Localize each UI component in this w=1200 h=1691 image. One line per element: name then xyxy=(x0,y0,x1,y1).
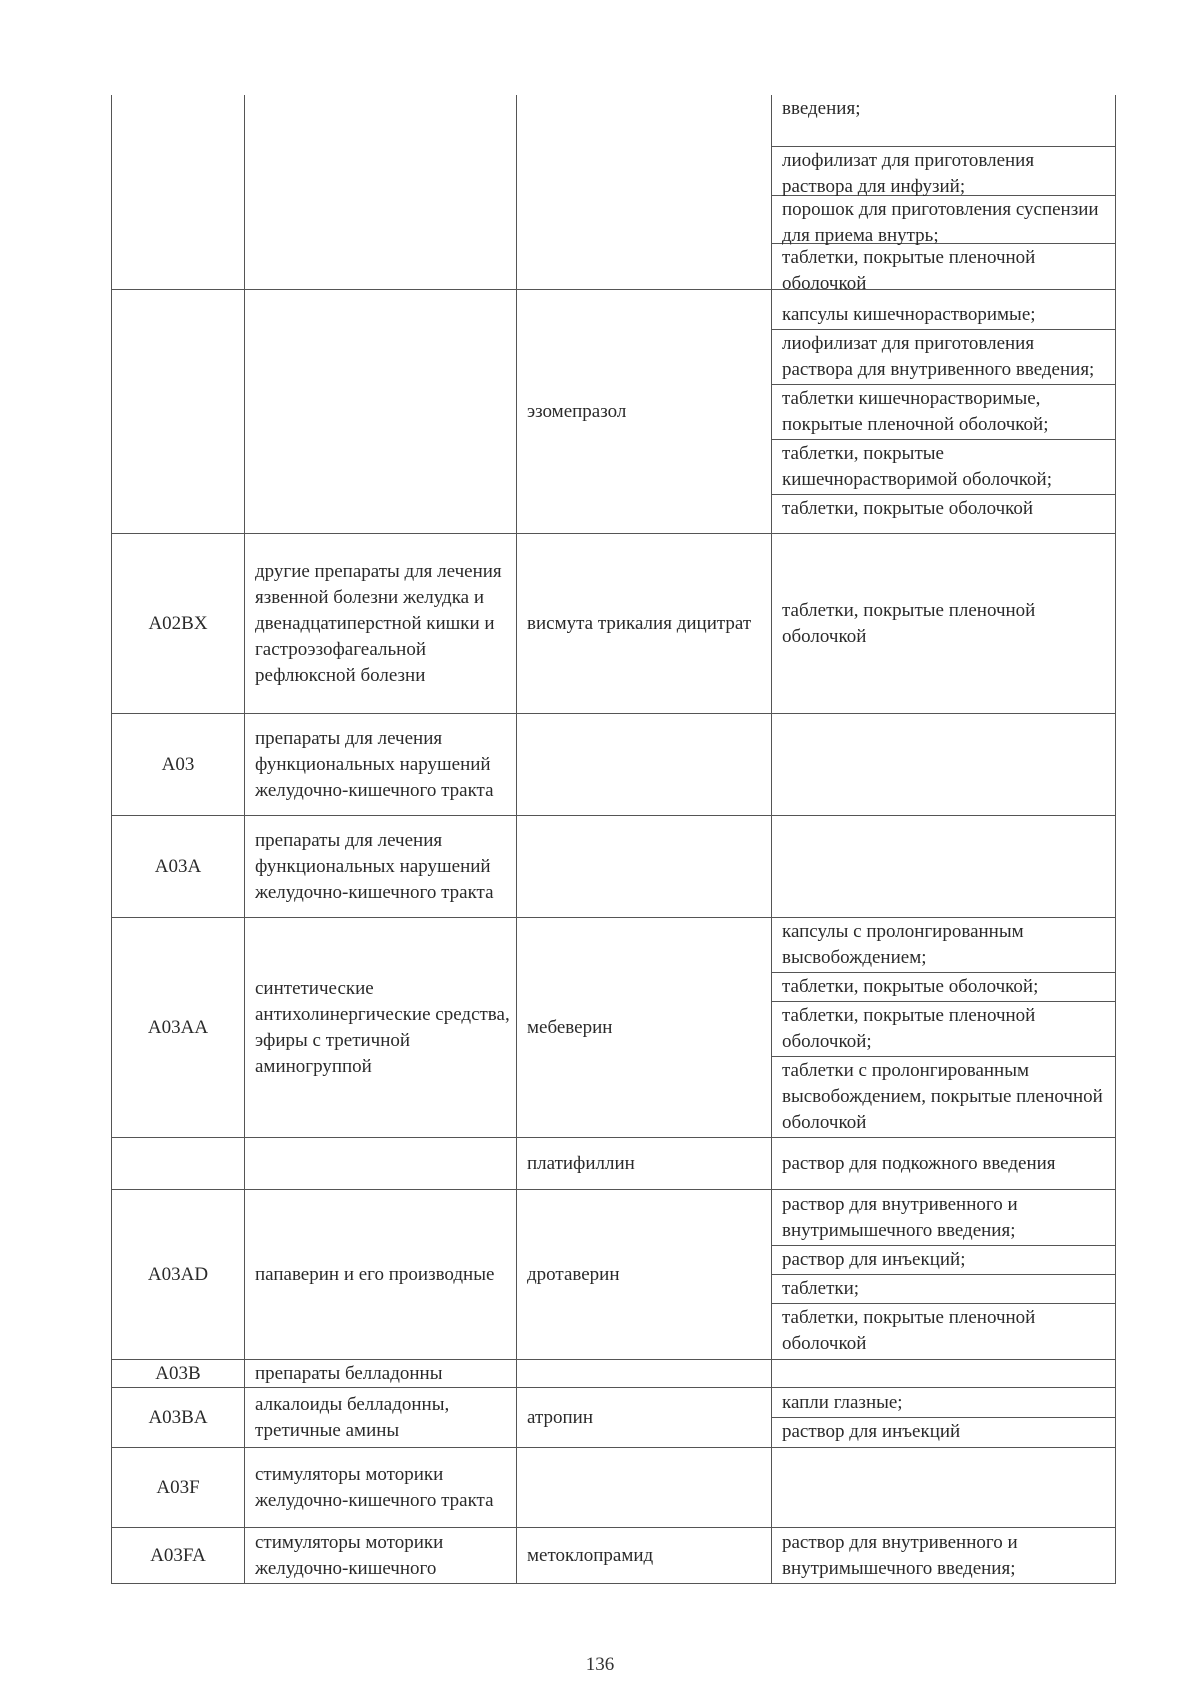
dosage-forms-cell xyxy=(772,95,1116,294)
dosage-form: раствор для внутривенного и внутримышечного введения; xyxy=(772,1191,1115,1246)
table-row xyxy=(112,1448,1116,1528)
table-row xyxy=(112,918,1116,1138)
group-name-cell xyxy=(245,1138,517,1190)
dosage-form: раствор для инъекций xyxy=(782,1421,961,1442)
dosage-form: таблетки с пролонгированным высвобождением, покрытые пленочной оболочкой xyxy=(782,1060,1103,1133)
dosage-forms-cell xyxy=(772,918,1116,1138)
dosage-form: капсулы кишечнорастворимые; xyxy=(772,301,1115,330)
dosage-form: введения; xyxy=(772,95,1115,147)
atc-code-cell: A03FA xyxy=(112,1528,245,1584)
atc-code-cell xyxy=(112,95,245,290)
group-name-cell: стимуляторы моторики желудочно-кишечного тракта xyxy=(245,1448,517,1528)
drug-name-cell xyxy=(517,95,772,290)
atc-code-cell: A03AA xyxy=(112,918,245,1138)
dosage-forms-cell xyxy=(772,1448,1116,1528)
group-name-cell: препараты белладонны xyxy=(245,1360,517,1388)
drug-table xyxy=(111,95,1116,1584)
dosage-form: таблетки, покрытые оболочкой; xyxy=(772,973,1115,1002)
dosage-form: лиофилизат для приготовления раствора для внутривенного введения; xyxy=(772,330,1115,385)
dosage-form: таблетки, покрытые пленочной оболочкой xyxy=(782,247,1036,294)
drug-name-cell: метоклопрамид xyxy=(517,1528,772,1584)
table-row xyxy=(112,816,1116,918)
drug-name-cell: висмута трикалия дицитрат xyxy=(517,534,772,714)
drug-name-cell: атропин xyxy=(517,1388,772,1448)
group-name-cell: синтетические антихолинергические средства, эфиры с третичной аминогруппой xyxy=(245,918,517,1138)
dosage-forms-cell xyxy=(772,1138,1116,1190)
drug-name-cell xyxy=(517,816,772,918)
atc-code-cell: A03B xyxy=(112,1360,245,1388)
atc-code-cell xyxy=(112,290,245,534)
dosage-form: таблетки кишечнорастворимые, покрытые пленочной оболочкой; xyxy=(772,385,1115,440)
table-row xyxy=(112,290,1116,534)
group-name-cell: папаверин и его производные xyxy=(245,1190,517,1360)
drug-name-cell: мебеверин xyxy=(517,918,772,1138)
table-row xyxy=(112,95,1116,290)
group-name-cell: другие препараты для лечения язвенной болезни желудка и двенадцатиперстной кишки и гастроэзофагеальной рефлюксной болезни xyxy=(245,534,517,714)
atc-code-cell: A03AD xyxy=(112,1190,245,1360)
atc-code-cell: A03A xyxy=(112,816,245,918)
atc-code-cell xyxy=(112,1138,245,1190)
table-row xyxy=(112,1190,1116,1360)
atc-code-cell: A03 xyxy=(112,714,245,816)
dosage-forms-cell xyxy=(772,1190,1116,1360)
atc-code-cell: A03BA xyxy=(112,1388,245,1448)
group-name-cell xyxy=(245,290,517,534)
dosage-form: таблетки, покрытые пленочной оболочкой xyxy=(782,1307,1036,1354)
drug-name-cell: эзомепразол xyxy=(517,290,772,534)
atc-code-cell: A02BX xyxy=(112,534,245,714)
table-row xyxy=(112,1528,1116,1584)
table-row xyxy=(112,1360,1116,1388)
page-number: 136 xyxy=(585,1654,615,1675)
dosage-forms-cell xyxy=(772,1388,1116,1448)
group-name-cell: препараты для лечения функциональных нарушений желудочно-кишечного тракта xyxy=(245,714,517,816)
dosage-forms-cell xyxy=(772,290,1116,534)
dosage-form: раствор для инъекций; xyxy=(772,1246,1115,1275)
drug-name-cell: платифиллин xyxy=(517,1138,772,1190)
dosage-form: таблетки, покрытые кишечнорастворимой оболочкой; xyxy=(772,440,1115,495)
dosage-forms-cell xyxy=(772,1360,1116,1388)
group-name-cell: стимуляторы моторики желудочно-кишечного xyxy=(245,1528,517,1584)
dosage-form: раствор для внутривенного и внутримышечного введения; xyxy=(782,1531,1018,1579)
dosage-form: капли глазные; xyxy=(772,1389,1115,1418)
dosage-forms-cell xyxy=(772,816,1116,918)
dosage-form: таблетки, покрытые пленочной оболочкой; xyxy=(772,1002,1115,1057)
dosage-forms-cell xyxy=(772,1528,1116,1584)
table-row xyxy=(112,534,1116,714)
dosage-form: таблетки, покрытые пленочной оболочкой xyxy=(782,599,1036,647)
table-row xyxy=(112,714,1116,816)
dosage-forms-cell xyxy=(772,714,1116,816)
table-row xyxy=(112,1138,1116,1190)
dosage-form: порошок для приготовления суспензии для приема внутрь; xyxy=(772,196,1115,244)
atc-code-cell: A03F xyxy=(112,1448,245,1528)
dosage-forms-cell xyxy=(772,534,1116,714)
dosage-form: лиофилизат для приготовления раствора для инфузий; xyxy=(772,147,1115,196)
dosage-form: таблетки, покрытые оболочкой xyxy=(782,497,1034,519)
drug-name-cell: дротаверин xyxy=(517,1190,772,1360)
dosage-form: таблетки; xyxy=(772,1275,1115,1304)
table-row xyxy=(112,1388,1116,1448)
drug-name-cell xyxy=(517,714,772,816)
drug-name-cell xyxy=(517,1360,772,1388)
group-name-cell xyxy=(245,95,517,290)
dosage-form: капсулы с пролонгированным высвобождением; xyxy=(772,918,1115,973)
dosage-form: раствор для подкожного введения xyxy=(782,1152,1056,1174)
group-name-cell: алкалоиды белладонны, третичные амины xyxy=(245,1388,517,1448)
drug-name-cell xyxy=(517,1448,772,1528)
group-name-cell: препараты для лечения функциональных нарушений желудочно-кишечного тракта xyxy=(245,816,517,918)
